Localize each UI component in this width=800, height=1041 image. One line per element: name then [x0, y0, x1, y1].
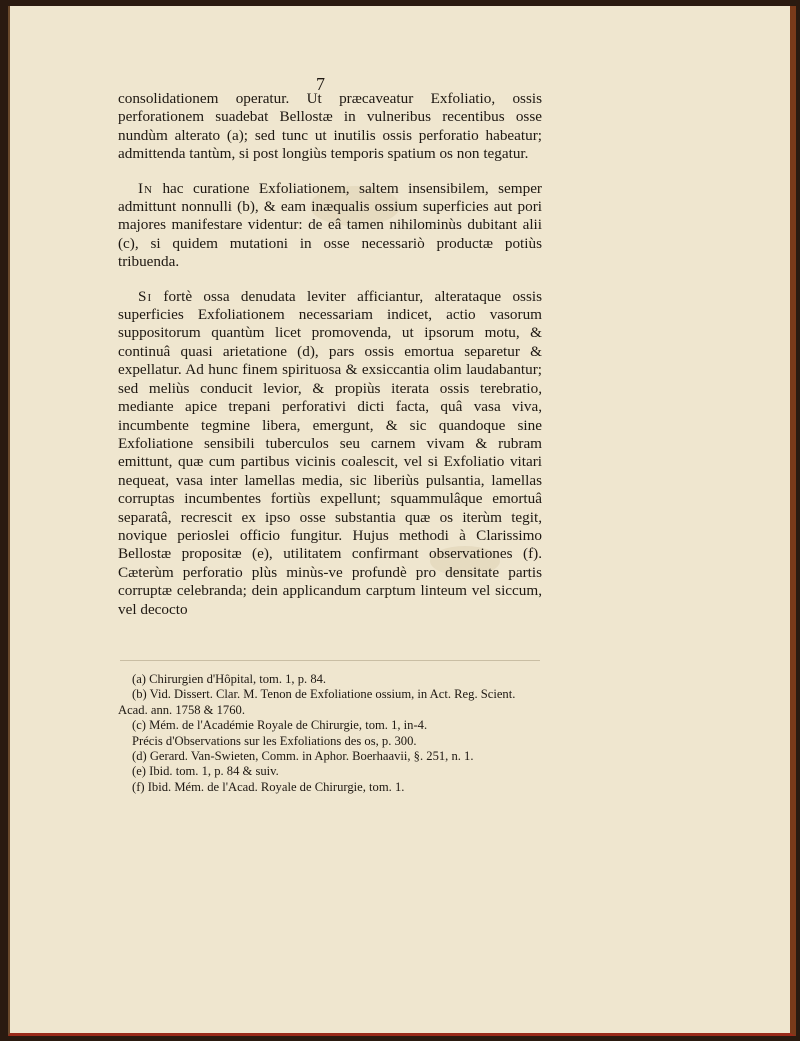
paragraph-1 — [118, 90, 542, 164]
footnote: (f) Ibid. Mém. de l'Acad. Royale de Chirurgie, tom. 1. — [132, 779, 405, 794]
paragraph-text: fortè ossa denudata leviter afficiantur, alterataque ossis superficies Exfoliationem necessariam indicet, actio vasorum suppositorum quantùm licet promovenda, ut ipsorum motu, & continuâ quasi arietatione (d), pars ossis emortua separetur & expellatur. Ad hunc finem spirituosa & exsiccantia olim laudabantur; sed meliùs conducit levior, & propiùs iterata ossis terebratio, mediante apice trepani perforativi dicti facta, quâ vasa viva, incumbente tegmine libera, emergunt, & sic quandoque sine Exfoliatione sensibili tuberculos seu carnem vivam & rubram emittunt, quæ cum partibus vicinis coalescit, vel si Exfoliatio vitari nequeat, vasa inter lamellas media, sic liberiùs pulsantia, lamellas corruptas incumbentes fortiùs expellunt; squammulâque emortuâ separatâ, recrescit ex ipso osse substantia quæ os iterùm tegit, novique perioslei officio fungitur. Hujus methodi à Clarissimo Bellostæ propositæ (e), utilitatem confirmant observationes (f). Cæterùm perforatio plùs minùs-ve profundè pro densitate partis corruptæ celebranda; dein applicandum carptum linteum vel siccum, vel decocto — [118, 287, 542, 618]
paragraph-lead: In — [138, 179, 154, 197]
footnotes — [118, 672, 542, 795]
page-number: 7 — [316, 74, 325, 94]
paragraph-text: hac curatione Exfoliationem, saltem insensibilem, semper admittunt nonnulli (b), & eam inæqualis ossium superficies aut pori majores manifestare videntur: de eâ tamen nihilominùs dubitant alii (c), si quidem mutationi in osse necessariò productæ potiùs tribuenda. — [118, 179, 542, 271]
footnote: (e) Ibid. tom. 1, p. 84 & suiv. — [132, 764, 279, 779]
paragraph-text: consolidationem operatur. Ut præcaveatur Exfoliatio, ossis perforationem suadebat Bellostæ in vulneribus recentibus osse nundùm alterato (a); sed tunc ut inutilis ossis perforatio habeatur; admittenda tantùm, si post longiùs temporis spatium os non tegatur. — [118, 90, 542, 163]
footnote: (a) Chirurgien d'Hôpital, tom. 1, p. 84. — [132, 672, 327, 686]
footnote: Précis d'Observations sur les Exfoliations des os, p. 300. — [132, 733, 417, 748]
paragraph-lead: Si — [138, 287, 153, 305]
footnote: (c) Mém. de l'Académie Royale de Chirurgie, tom. 1, in-4. — [132, 718, 428, 733]
paragraph-2 — [118, 180, 542, 272]
footnote: (d) Gerard. Van-Swieten, Comm. in Aphor. Boerhaavii, §. 251, n. 1. — [132, 749, 474, 764]
footnote: (b) Vid. Dissert. Clar. M. Tenon de Exfoliatione ossium, in Act. Reg. Scient. Acad. ann. 1758 & 1760. — [118, 687, 516, 717]
footnote-divider — [120, 660, 540, 661]
paragraph-3 — [118, 288, 542, 619]
main-text — [118, 90, 542, 635]
